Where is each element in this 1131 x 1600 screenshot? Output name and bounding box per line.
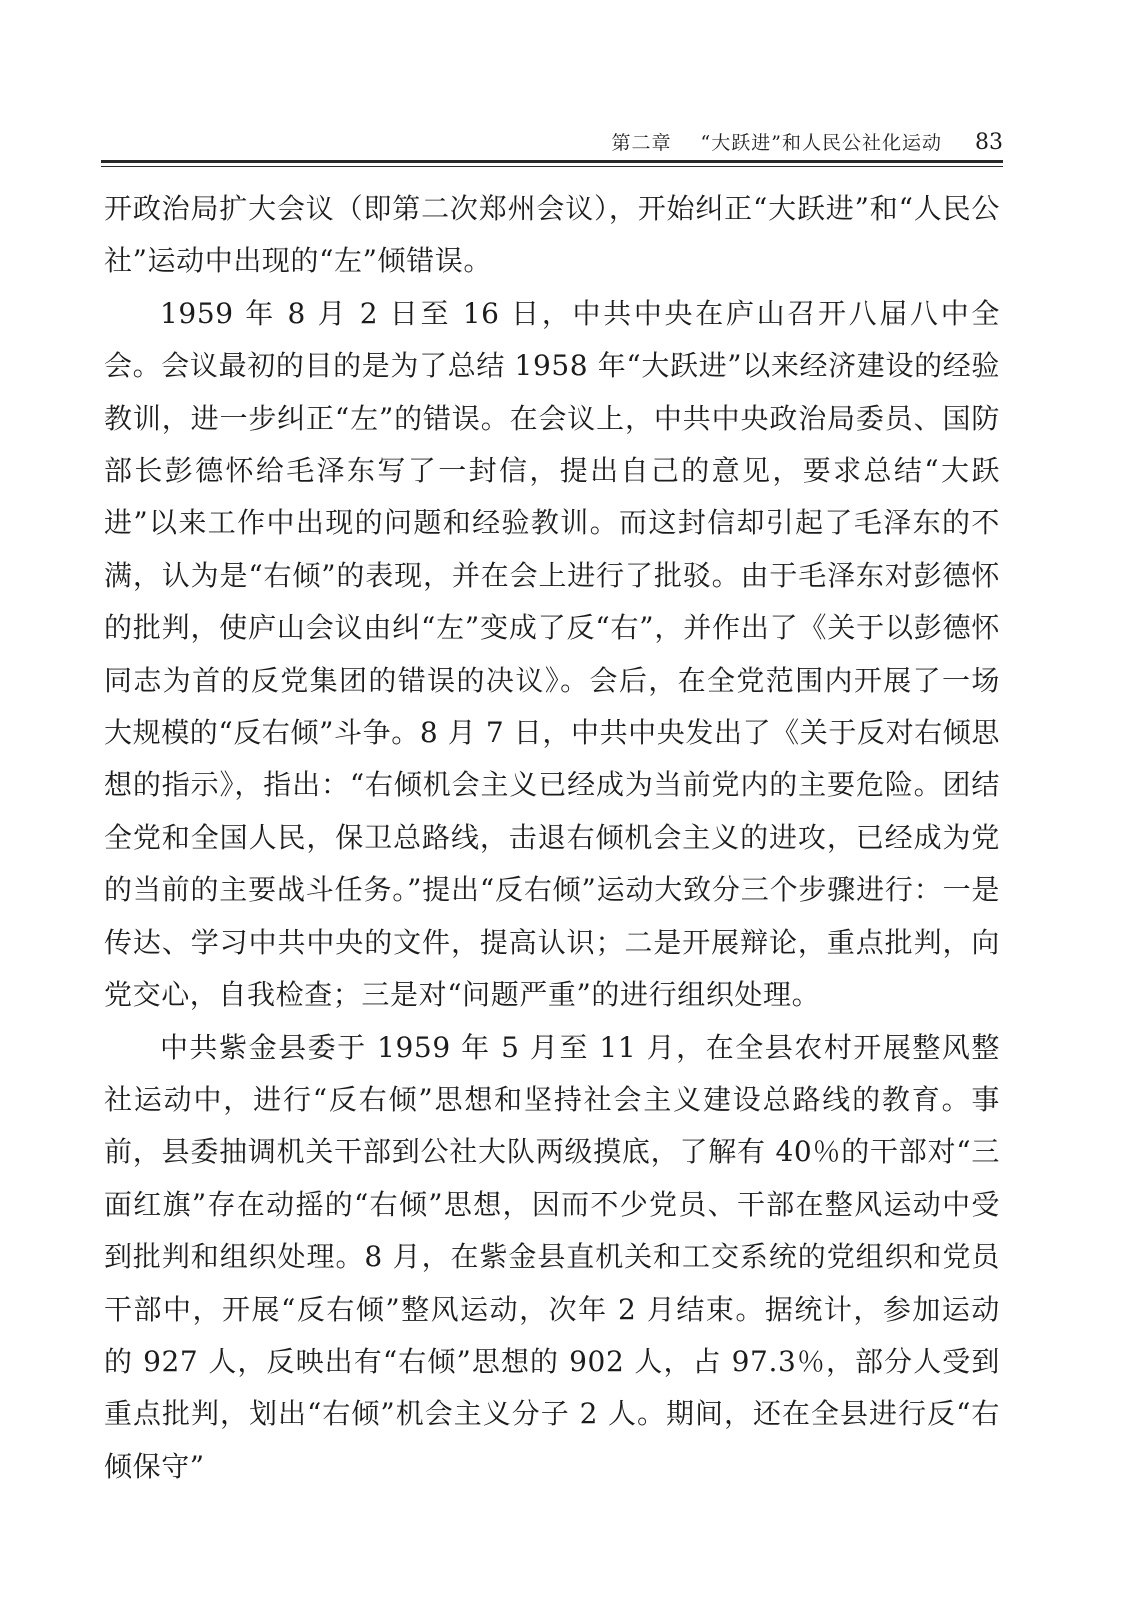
paragraph: 中共紫金县委于 1959 年 5 月至 11 月，在全县农村开展整风整社运动中，进行“反右倾”思想和坚持社会主义建设总路线的教育。事前，县委抽调机关干部到公社大队两级摸底，了解有 40％的干部对“三面红旗”存在动摇的“右倾”思想，因而不少党员、干部在整风运动中受到批判和组织处理。8 月，在紫金县直机关和工交系统的党组织和党员干部中，开展“反右倾”整风运动，次年 2 月结束。据统计，参加运动的 927 人，反映出有“右倾”思想的 902 人，占 97.3％，部分人受到重点批判，划出“右倾”机会主义分子 2 人。期间，还在全县进行反“右倾保守” (104, 1030, 1000, 1483)
paragraph: 开政治局扩大会议（即第二次郑州会议），开始纠正“大跃进”和“人民公社”运动中出现的“左”倾错误。 (104, 192, 1000, 278)
chapter-title: “大跃进”和人民公社化运动 (700, 132, 942, 154)
running-head (611, 128, 1003, 155)
paragraph: 1959 年 8 月 2 日至 16 日，中共中央在庐山召开八届八中全会。会议最初的目的是为了总结 1958 年“大跃进”以来经济建设的经验教训，进一步纠正“左”的错误。在会议上，中共中央政治局委员、国防部长彭德怀给毛泽东写了一封信，提出自己的意见，要求总结“大跃进”以来工作中出现的问题和经验教训。而这封信却引起了毛泽东的不满，认为是“右倾”的表现，并在会上进行了批驳。由于毛泽东对彭德怀的批判，使庐山会议由纠“左”变成了反“右”，并作出了《关于以彭德怀同志为首的反党集团的错误的决议》。会后，在全党范围内开展了一场大规模的“反右倾”斗争。8 月 7 日，中共中央发出了《关于反对右倾思想的指示》，指出：“右倾机会主义已经成为当前党内的主要危险。团结全党和全国人民，保卫总路线，击退右倾机会主义的进攻，已经成为党的当前的主要战斗任务。”提出“反右倾”运动大致分三个步骤进行：一是传达、学习中共中央的文件，提高认识；二是开展辩论，重点批判，向党交心，自我检查；三是对“问题严重”的进行组织处理。 (104, 296, 1000, 1012)
chapter-number: 第二章 (611, 132, 672, 154)
header-double-rule (101, 160, 1003, 167)
page-number: 83 (975, 130, 1003, 155)
body-text (104, 183, 1000, 1493)
